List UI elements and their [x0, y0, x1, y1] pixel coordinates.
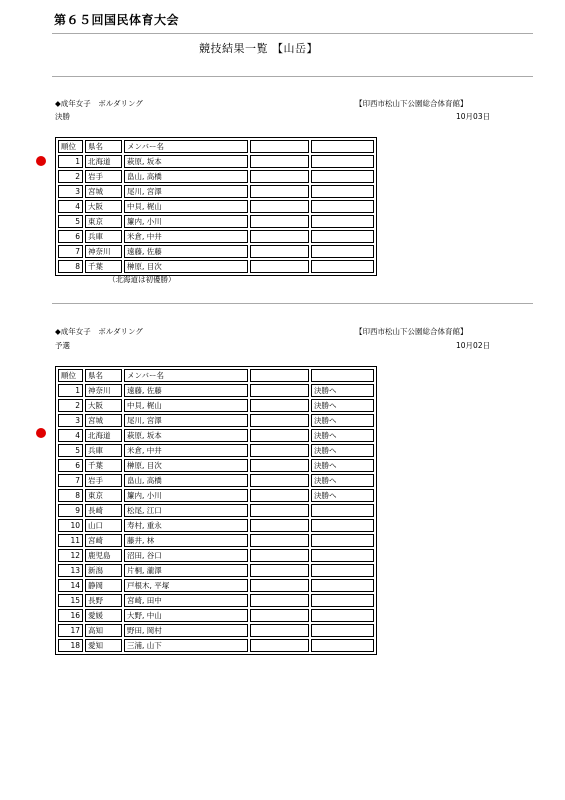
table-header-row [58, 140, 374, 153]
rank-cell: 1 [58, 384, 83, 397]
table-row [58, 579, 374, 592]
table-row [58, 230, 374, 243]
qualify-cell: 決勝へ [311, 459, 374, 472]
prefecture-cell: 鹿児島 [85, 549, 122, 562]
rank-cell: 14 [58, 579, 83, 592]
rank-cell: 8 [58, 260, 83, 273]
prefecture-cell: 宮城 [85, 414, 122, 427]
prefecture-cell: 高知 [85, 624, 122, 637]
rank-cell: 5 [58, 444, 83, 457]
qualify-cell [311, 504, 374, 517]
rank-cell: 16 [58, 609, 83, 622]
highlight-marker [36, 156, 46, 166]
header-cell [250, 369, 309, 382]
results-table-qualifier [55, 366, 377, 655]
note-cell [250, 549, 309, 562]
members-cell: 沼田, 谷口 [124, 549, 248, 562]
note-cell [250, 429, 309, 442]
header-cell: 順位 [58, 140, 83, 153]
table-row [58, 474, 374, 487]
prefecture-cell: 東京 [85, 215, 122, 228]
rank-cell: 1 [58, 155, 83, 168]
members-cell: 畠山, 高橋 [124, 170, 248, 183]
members-cell: 簾内, 小川 [124, 489, 248, 502]
header-cell [311, 369, 374, 382]
section-rule [52, 303, 533, 304]
note-cell [250, 594, 309, 607]
prefecture-cell: 長野 [85, 594, 122, 607]
qualify-cell [311, 230, 374, 243]
note-cell [250, 414, 309, 427]
rank-cell: 4 [58, 200, 83, 213]
note-cell [250, 170, 309, 183]
table-row [58, 185, 374, 198]
members-cell: 松尾, 江口 [124, 504, 248, 517]
header-cell: メンバー名 [124, 369, 248, 382]
note-cell [250, 200, 309, 213]
table-row [58, 155, 374, 168]
members-cell: 戸根木, 平塚 [124, 579, 248, 592]
qualify-cell [311, 609, 374, 622]
prefecture-cell: 宮崎 [85, 534, 122, 547]
table-row [58, 489, 374, 502]
note-cell [250, 444, 309, 457]
prefecture-cell: 静岡 [85, 579, 122, 592]
round-label-qualifier: 予選 [55, 341, 70, 350]
title-rule [52, 33, 533, 34]
members-cell: 中貝, 梶山 [124, 200, 248, 213]
note-cell [250, 399, 309, 412]
note-cell [250, 519, 309, 532]
qualify-cell: 決勝へ [311, 399, 374, 412]
subtitle-rule [52, 76, 533, 77]
members-cell: 三浦, 山下 [124, 639, 248, 652]
rank-cell: 6 [58, 459, 83, 472]
prefecture-cell: 千葉 [85, 260, 122, 273]
note-cell [250, 245, 309, 258]
qualify-cell: 決勝へ [311, 384, 374, 397]
members-cell: 片桐, 瀧澤 [124, 564, 248, 577]
rank-cell: 3 [58, 185, 83, 198]
results-table-final [55, 137, 377, 276]
rank-cell: 7 [58, 474, 83, 487]
note-cell [250, 384, 309, 397]
qualify-cell: 決勝へ [311, 444, 374, 457]
table-row [58, 429, 374, 442]
page-title: 第６５回国民体育大会 [54, 13, 180, 27]
prefecture-cell: 北海道 [85, 155, 122, 168]
date-label-final: 10月03日 [456, 112, 491, 121]
members-cell: 尾川, 宮澤 [124, 185, 248, 198]
qualify-cell [311, 594, 374, 607]
prefecture-cell: 東京 [85, 489, 122, 502]
qualify-cell [311, 185, 374, 198]
venue-label-final: 【印西市松山下公園総合体育館】 [355, 99, 468, 108]
rank-cell: 7 [58, 245, 83, 258]
members-cell: 萩原, 坂本 [124, 429, 248, 442]
table-row [58, 444, 374, 457]
table-row [58, 609, 374, 622]
rank-cell: 2 [58, 170, 83, 183]
prefecture-cell: 神奈川 [85, 384, 122, 397]
members-cell: 米倉, 中井 [124, 444, 248, 457]
qualify-cell [311, 215, 374, 228]
prefecture-cell: 愛知 [85, 639, 122, 652]
qualify-cell [311, 564, 374, 577]
rank-cell: 6 [58, 230, 83, 243]
rank-cell: 18 [58, 639, 83, 652]
note-cell [250, 474, 309, 487]
header-cell: 県名 [85, 140, 122, 153]
rank-cell: 10 [58, 519, 83, 532]
qualify-cell [311, 639, 374, 652]
header-cell: 順位 [58, 369, 83, 382]
event-label-final: ◆成年女子 ボルダリング [55, 99, 143, 108]
header-cell: 県名 [85, 369, 122, 382]
prefecture-cell: 千葉 [85, 459, 122, 472]
prefecture-cell: 長崎 [85, 504, 122, 517]
note-cell [250, 230, 309, 243]
rank-cell: 8 [58, 489, 83, 502]
table-row [58, 504, 374, 517]
rank-cell: 12 [58, 549, 83, 562]
prefecture-cell: 岩手 [85, 170, 122, 183]
page-subtitle: 競技結果一覧 【山岳】 [199, 42, 318, 55]
note-cell [250, 639, 309, 652]
rank-cell: 13 [58, 564, 83, 577]
table-row [58, 534, 374, 547]
note-cell [250, 579, 309, 592]
table-row [58, 245, 374, 258]
members-cell: 遠藤, 佐藤 [124, 245, 248, 258]
qualify-cell [311, 170, 374, 183]
table-row [58, 594, 374, 607]
table-row [58, 170, 374, 183]
date-label-qualifier: 10月02日 [456, 341, 491, 350]
qualify-cell [311, 260, 374, 273]
prefecture-cell: 北海道 [85, 429, 122, 442]
table-row [58, 459, 374, 472]
qualify-cell: 決勝へ [311, 489, 374, 502]
table-row [58, 399, 374, 412]
header-cell [250, 140, 309, 153]
members-cell: 寿村, 重永 [124, 519, 248, 532]
rank-cell: 15 [58, 594, 83, 607]
members-cell: 遠藤, 佐藤 [124, 384, 248, 397]
rank-cell: 11 [58, 534, 83, 547]
note-cell [250, 564, 309, 577]
note-cell [250, 215, 309, 228]
table-row [58, 519, 374, 532]
prefecture-cell: 山口 [85, 519, 122, 532]
members-cell: 尾川, 宮澤 [124, 414, 248, 427]
table-row [58, 624, 374, 637]
header-cell [311, 140, 374, 153]
header-cell: メンバー名 [124, 140, 248, 153]
prefecture-cell: 岩手 [85, 474, 122, 487]
prefecture-cell: 兵庫 [85, 230, 122, 243]
qualify-cell: 決勝へ [311, 474, 374, 487]
table-row [58, 639, 374, 652]
table-header-row [58, 369, 374, 382]
table-row [58, 200, 374, 213]
note-cell [250, 489, 309, 502]
venue-label-qualifier: 【印西市松山下公園総合体育館】 [355, 327, 468, 336]
table-row [58, 215, 374, 228]
rank-cell: 4 [58, 429, 83, 442]
rank-cell: 2 [58, 399, 83, 412]
footnote: （北海道は初優勝） [108, 275, 176, 284]
prefecture-cell: 宮城 [85, 185, 122, 198]
note-cell [250, 155, 309, 168]
qualify-cell: 決勝へ [311, 414, 374, 427]
qualify-cell [311, 245, 374, 258]
members-cell: 藤井, 林 [124, 534, 248, 547]
table-row [58, 564, 374, 577]
qualify-cell [311, 624, 374, 637]
note-cell [250, 609, 309, 622]
members-cell: 野田, 岡村 [124, 624, 248, 637]
prefecture-cell: 愛媛 [85, 609, 122, 622]
note-cell [250, 260, 309, 273]
note-cell [250, 624, 309, 637]
members-cell: 萩原, 坂本 [124, 155, 248, 168]
members-cell: 米倉, 中井 [124, 230, 248, 243]
qualify-cell [311, 549, 374, 562]
qualify-cell [311, 155, 374, 168]
rank-cell: 17 [58, 624, 83, 637]
note-cell [250, 504, 309, 517]
highlight-marker [36, 428, 46, 438]
members-cell: 榊原, 目次 [124, 260, 248, 273]
prefecture-cell: 大阪 [85, 399, 122, 412]
qualify-cell: 決勝へ [311, 429, 374, 442]
members-cell: 中貝, 梶山 [124, 399, 248, 412]
event-label-qualifier: ◆成年女子 ボルダリング [55, 327, 143, 336]
note-cell [250, 534, 309, 547]
members-cell: 榊原, 目次 [124, 459, 248, 472]
table-row [58, 260, 374, 273]
qualify-cell [311, 200, 374, 213]
note-cell [250, 185, 309, 198]
rank-cell: 5 [58, 215, 83, 228]
rank-cell: 9 [58, 504, 83, 517]
qualify-cell [311, 534, 374, 547]
rank-cell: 3 [58, 414, 83, 427]
note-cell [250, 459, 309, 472]
members-cell: 宮崎, 田中 [124, 594, 248, 607]
table-row [58, 549, 374, 562]
prefecture-cell: 兵庫 [85, 444, 122, 457]
prefecture-cell: 神奈川 [85, 245, 122, 258]
table-row [58, 414, 374, 427]
qualify-cell [311, 579, 374, 592]
table-row [58, 384, 374, 397]
qualify-cell [311, 519, 374, 532]
members-cell: 畠山, 高橋 [124, 474, 248, 487]
prefecture-cell: 大阪 [85, 200, 122, 213]
prefecture-cell: 新潟 [85, 564, 122, 577]
round-label-final: 決勝 [55, 112, 70, 121]
members-cell: 大野, 中山 [124, 609, 248, 622]
members-cell: 簾内, 小川 [124, 215, 248, 228]
